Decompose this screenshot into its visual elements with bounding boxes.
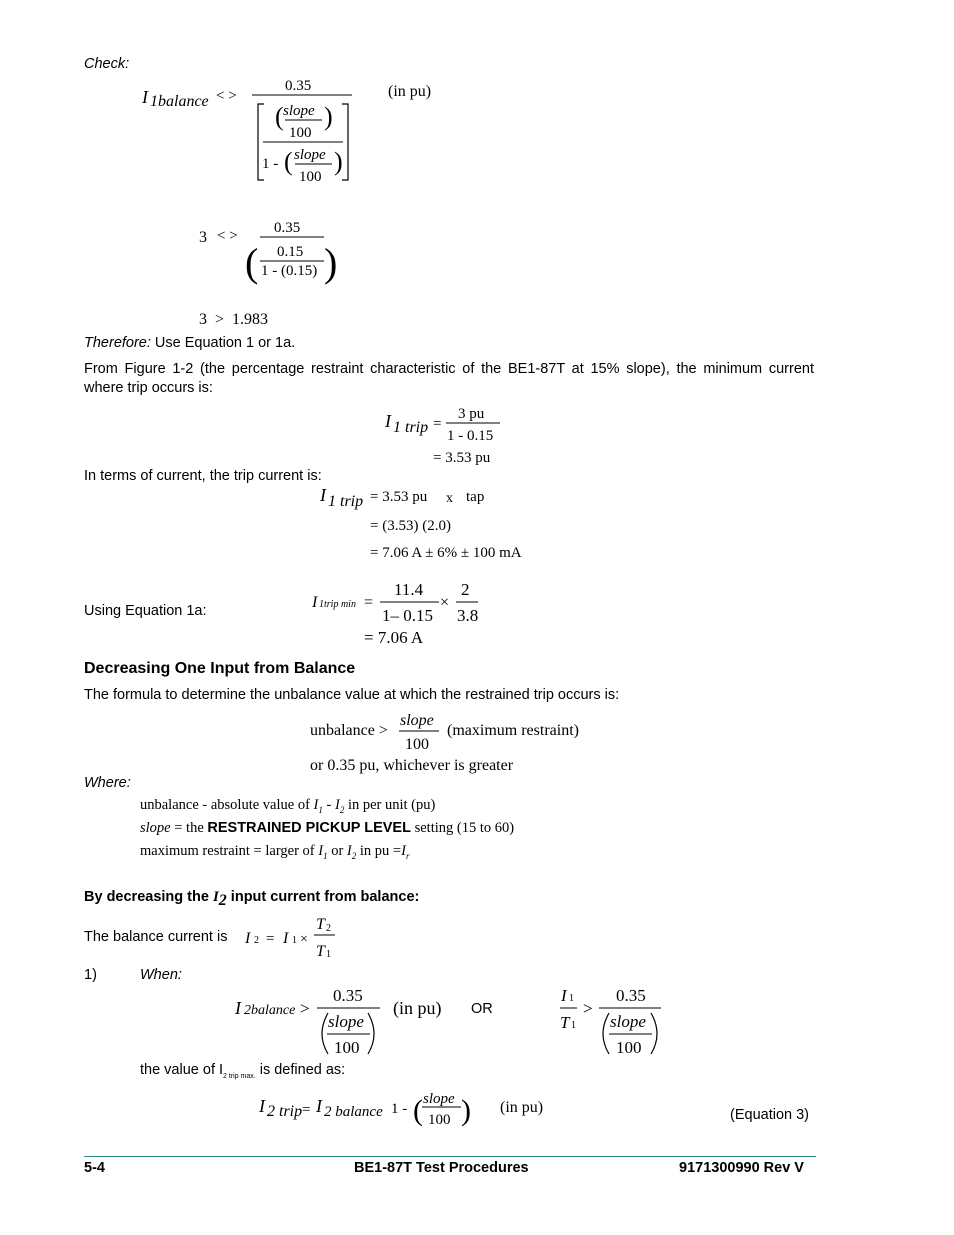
wl-unit: (in pu) (393, 998, 442, 1018)
step-number: 1) (84, 967, 97, 983)
eq1a-times: × (440, 594, 450, 611)
bc-t1: T (316, 943, 325, 960)
footer-page-number: 5-4 (84, 1160, 105, 1176)
current-tap: tap (466, 489, 485, 505)
wl-slope: slope (328, 1012, 364, 1031)
wr-rel: > (583, 999, 593, 1018)
numeric-inner-den: 1 - (0.15) (261, 263, 318, 279)
eq3-eq: = (302, 1102, 311, 1118)
w1-s1: 1 (318, 804, 323, 815)
subheading-pre: By decreasing the (84, 889, 213, 905)
w3-s1: 1 (323, 850, 328, 861)
unbalance-den: 100 (405, 736, 429, 753)
eq3-slope: slope (423, 1091, 455, 1107)
eq3-lhs-i: I (259, 1096, 265, 1116)
wl-lhs-sub: 2balance (244, 1003, 296, 1018)
current-times: x (446, 491, 453, 506)
unbalance-equation (306, 706, 606, 776)
bc-t1s: 1 (326, 949, 331, 960)
itrip-den: 1 - 0.15 (447, 428, 494, 444)
w2-bold: RESTRAINED PICKUP LEVEL (207, 820, 411, 836)
bc-t2s: 2 (326, 923, 331, 934)
eq1a-eq: = (364, 594, 374, 611)
check-lhs-i: I (142, 87, 148, 107)
when-left-equation (230, 982, 460, 1060)
or-label: OR (471, 1001, 493, 1017)
where-item-unbalance (140, 797, 435, 815)
w3-or: or (327, 843, 347, 859)
wl-num: 0.35 (333, 986, 363, 1005)
w2-slope: slope (140, 820, 171, 836)
result-relation: > (215, 311, 225, 328)
w1-post: in per unit (pu) (344, 797, 436, 813)
formula-intro: The formula to determine the unbalance value at which the restrained trip occurs is: (84, 687, 620, 703)
check-slope-1: slope (283, 103, 315, 119)
using-eq-label: Using Equation 1a: (84, 603, 207, 619)
footer-rule (84, 1156, 816, 1157)
w1-pre: unbalance - absolute value of (140, 797, 314, 813)
check-unit: (in pu) (388, 83, 432, 100)
in-terms-text: In terms of current, the trip current is: (84, 468, 322, 484)
result-rhs: 1.983 (232, 311, 269, 328)
w2-eq: = the (170, 820, 208, 836)
eq1a-den2: 3.8 (457, 606, 479, 625)
bc-t2: T (316, 916, 325, 933)
itrip-line2: = 3.53 pu (433, 450, 491, 466)
balance-current-text: The balance current is (84, 929, 228, 945)
check-hundred-2: 100 (299, 169, 322, 185)
bc-i1: I (283, 930, 289, 947)
itrip-equation (380, 400, 520, 470)
subheading-i: I (212, 889, 219, 905)
check-label: Check: (84, 56, 130, 72)
eq1a-lhs-i: I (312, 594, 318, 611)
subheading-post: input current from balance: (226, 889, 420, 905)
therefore-text: Use Equation 1 or 1a. (150, 335, 296, 351)
itrip-eq: = (433, 416, 442, 432)
bc-s1: 1 (292, 935, 297, 946)
check-lhs-sub: 1balance (150, 93, 209, 110)
unbalance-num: slope (400, 712, 434, 729)
numeric-relation: < > (217, 228, 238, 244)
current-line2: = (3.53) (2.0) (370, 518, 451, 534)
result-equation (199, 311, 268, 329)
wr-i1: I (561, 986, 567, 1005)
bc-s2: 2 (254, 935, 259, 946)
numeric-paren-right: ) (324, 240, 338, 285)
numeric-equation (190, 212, 360, 287)
numeric-inner-num: 0.15 (277, 244, 304, 260)
wr-t1s: 1 (571, 1020, 576, 1031)
when-right-equation (555, 982, 670, 1060)
eq3-one-minus: 1 - (391, 1101, 408, 1117)
eq3-hundred: 100 (428, 1112, 451, 1128)
wl-hundred: 100 (334, 1038, 360, 1057)
w2-post: setting (15 to 60) (410, 820, 515, 836)
w3-s2: 2 (351, 850, 357, 861)
eq1a-num2: 2 (461, 580, 470, 599)
wr-s1: 1 (569, 993, 574, 1004)
bc-eq: = (266, 931, 275, 947)
eq3-paren-right: ) (461, 1094, 471, 1127)
paren-right-1: ) (324, 102, 333, 131)
vd-post: is defined as: (255, 1062, 346, 1078)
eq3-lhs-sub: 2 trip (267, 1103, 303, 1120)
value-defined-line (140, 1062, 345, 1080)
eq1a-result: = 7.06 A (364, 628, 424, 647)
itrip-lhs-sub: 1 trip (393, 419, 429, 436)
equation-3-label: (Equation 3) (730, 1107, 809, 1123)
w3-pre: maximum restraint = larger of (140, 843, 319, 859)
check-slope-2: slope (294, 147, 326, 163)
check-one-minus: 1 - (262, 156, 279, 172)
wr-hundred: 100 (616, 1038, 642, 1057)
wl-lhs-i: I (235, 998, 241, 1018)
wr-slope: slope (610, 1012, 646, 1031)
subheading-sub: 2 (218, 891, 227, 909)
bc-i2: I (245, 930, 251, 947)
eq1a-den1: 1– 0.15 (382, 606, 433, 625)
where-label: Where: (84, 775, 131, 791)
wr-t1: T (560, 1013, 570, 1032)
w3-i2: I (346, 843, 352, 859)
vd-sub: 2 trip max. (223, 1072, 256, 1080)
numeric-num: 0.35 (274, 220, 301, 236)
equation-3 (254, 1084, 564, 1134)
check-hundred-1: 100 (289, 125, 312, 141)
eq3-paren-left: ( (413, 1094, 423, 1127)
current-lhs-i: I (320, 485, 326, 505)
eq3-unit: (in pu) (500, 1099, 544, 1116)
vd-pre: the value of I (140, 1062, 224, 1078)
footer-title: BE1-87T Test Procedures (354, 1160, 529, 1176)
w3-sr: r (405, 850, 410, 861)
paren-left-1: ( (275, 102, 284, 131)
check-num: 0.35 (285, 78, 312, 94)
w1-i1: I (313, 797, 319, 813)
w3-i1: I (318, 843, 324, 859)
footer-doc-number: 9171300990 Rev V (679, 1160, 804, 1176)
unbalance-line2: or 0.35 pu, whichever is greater (310, 757, 514, 774)
wr-num: 0.35 (616, 986, 646, 1005)
itrip-lhs-i: I (385, 411, 391, 431)
eq3-rhs-sub: 2 balance (324, 1104, 383, 1120)
w1-mid: - (322, 797, 335, 813)
paren-left-2: ( (284, 147, 293, 176)
itrip-num: 3 pu (458, 406, 485, 422)
where-item-max-restraint (140, 843, 409, 861)
check-equation (130, 70, 460, 190)
eq-1a (306, 575, 496, 650)
bc-times: × (300, 932, 308, 947)
unbalance-note: (maximum restraint) (447, 722, 579, 739)
where-item-slope (140, 820, 514, 837)
current-line3: = 7.06 A ± 6% ± 100 mA (370, 545, 522, 561)
from-figure-paragraph: From Figure 1-2 (the percentage restraint characteristic of the BE1-87T at 15% slope), the minimum current where trip occurs is: (84, 361, 814, 396)
numeric-lhs: 3 (199, 229, 207, 246)
therefore-line (84, 335, 295, 351)
wl-rel: > (300, 999, 310, 1018)
w3-ir: I (401, 843, 406, 859)
therefore-label: Therefore: (84, 335, 151, 351)
current-line1: = 3.53 pu (370, 489, 428, 505)
current-equation (314, 480, 604, 570)
w1-i2: I (334, 797, 340, 813)
subheading (84, 889, 419, 910)
eq1a-num1: 11.4 (394, 580, 424, 599)
current-lhs-sub: 1 trip (328, 493, 364, 510)
unbalance-lhs: unbalance > (310, 722, 388, 739)
eq1a-lhs-sub: 1trip min (319, 599, 356, 610)
w1-s2: 2 (339, 804, 345, 815)
balance-current-equation (240, 912, 350, 962)
section-heading: Decreasing One Input from Balance (84, 660, 356, 677)
result-lhs: 3 (199, 311, 207, 328)
w3-post: in pu = (356, 843, 402, 859)
numeric-paren-left: ( (245, 240, 259, 285)
check-relation: < > (216, 88, 237, 104)
paren-right-2: ) (334, 147, 343, 176)
step-label: When: (140, 967, 182, 983)
eq3-rhs-i: I (316, 1096, 322, 1116)
